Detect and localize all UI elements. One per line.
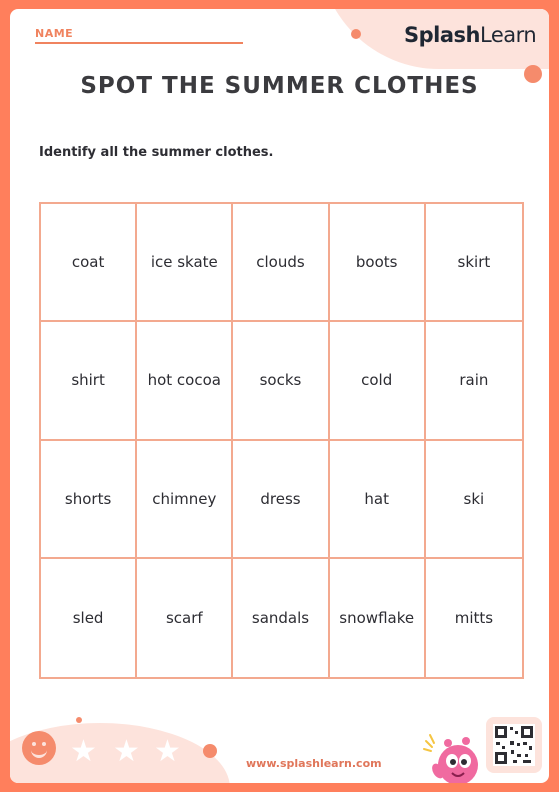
- grid-cell[interactable]: coat: [41, 204, 137, 322]
- grid-cell[interactable]: sandals: [233, 559, 329, 677]
- decorative-dot: [76, 717, 82, 723]
- star-icon: ★: [113, 734, 140, 769]
- logo-bold-text: Splash: [404, 23, 480, 47]
- name-field-line[interactable]: [35, 42, 243, 44]
- splashlearn-logo: [404, 23, 536, 47]
- star-icon: ★: [154, 734, 181, 769]
- grid-cell[interactable]: ski: [426, 441, 522, 559]
- grid-cell[interactable]: snowflake: [330, 559, 426, 677]
- grid-cell[interactable]: boots: [330, 204, 426, 322]
- worksheet-page: [10, 9, 549, 783]
- grid-cell[interactable]: hot cocoa: [137, 322, 233, 440]
- grid-cell[interactable]: chimney: [137, 441, 233, 559]
- grid-cell[interactable]: ice skate: [137, 204, 233, 322]
- name-label: NAME: [35, 27, 74, 40]
- star-icon: ★: [70, 734, 97, 769]
- page-title: SPOT THE SUMMER CLOTHES: [80, 73, 479, 99]
- grid-cell[interactable]: socks: [233, 322, 329, 440]
- grid-cell[interactable]: hat: [330, 441, 426, 559]
- grid-cell[interactable]: dress: [233, 441, 329, 559]
- grid-cell[interactable]: skirt: [426, 204, 522, 322]
- mascot-icon: [422, 727, 484, 783]
- decorative-dot: [203, 744, 217, 758]
- grid-cell[interactable]: cold: [330, 322, 426, 440]
- grid-cell[interactable]: sled: [41, 559, 137, 677]
- smiley-icon: [22, 731, 56, 765]
- qr-code-icon[interactable]: [486, 717, 542, 773]
- grid-cell[interactable]: mitts: [454, 608, 494, 627]
- instruction-text: Identify all the summer clothes.: [39, 145, 274, 160]
- grid-cell[interactable]: scarf: [137, 559, 233, 677]
- decorative-dot: [351, 29, 361, 39]
- word-grid: [39, 202, 524, 679]
- logo-light-text: Learn: [479, 23, 537, 47]
- grid-cell[interactable]: shorts: [41, 441, 137, 559]
- website-url[interactable]: www.splashlearn.com: [246, 757, 382, 770]
- grid-cell[interactable]: clouds: [233, 204, 329, 322]
- grid-cell[interactable]: shirt: [41, 322, 137, 440]
- grid-cell[interactable]: rain: [426, 322, 522, 440]
